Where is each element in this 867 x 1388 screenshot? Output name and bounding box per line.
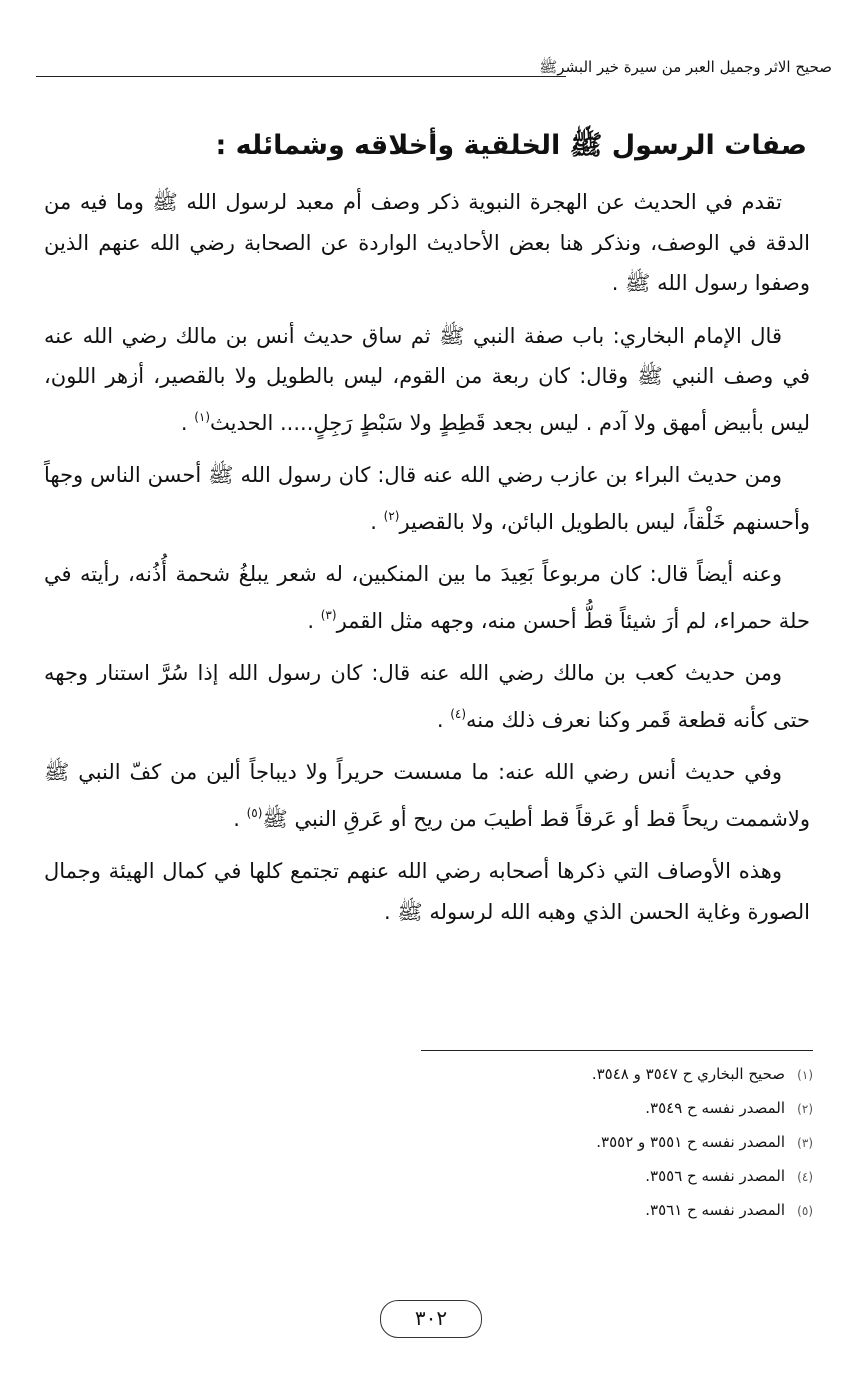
paragraph — [44, 752, 810, 839]
paragraph — [44, 851, 810, 932]
paragraph — [44, 182, 810, 304]
footnote-rule — [421, 1050, 813, 1051]
footnote — [393, 1160, 813, 1194]
footnote — [393, 1194, 813, 1228]
footnote-text: المصدر نفسه ح ٣٥٤٩. — [645, 1099, 785, 1117]
footnote-ref: (٢) — [383, 508, 400, 523]
section-title: صفات الرسول ﷺ الخلقية وأخلاقه وشمائله : — [215, 130, 807, 161]
footnote-ref: (١) — [194, 409, 211, 424]
paragraph — [44, 455, 810, 542]
footnote-text: المصدر نفسه ح ٣٥٦١. — [645, 1201, 785, 1219]
paragraph-text: تقدم في الحديث عن الهجرة النبوية ذكر وصف أم معبد لرسول الله ﷺ وما فيه من الدقة في الوصف، ونذكر هنا بعض الأحاديث الواردة عن الصحابة رضي الله عنهم الذين وصفوا رسول الله ﷺ . — [44, 190, 810, 295]
running-title: صحيح الاثر وجميل العبر من سيرة خير البشرﷺ — [539, 58, 832, 76]
running-header — [36, 58, 832, 84]
paragraph-text: ومن حديث البراء بن عازب رضي الله عنه قال: كان رسول الله ﷺ أحسن الناس وجهاً وأحسنهم خَلْقاً، ليس بالطويل البائن، ولا بالقصير — [44, 463, 810, 534]
paragraph-end: . — [370, 509, 384, 534]
footnote — [393, 1058, 813, 1092]
footnotes — [393, 1058, 813, 1228]
paragraph — [44, 554, 810, 641]
footnote-ref: (٤) — [450, 706, 467, 721]
paragraph — [44, 653, 810, 740]
footnote-ref: (٣) — [320, 607, 337, 622]
paragraph-text: ومن حديث كعب بن مالك رضي الله عنه قال: كان رسول الله إذا سُرَّ استنار وجهه حتى كأنه قطعة قَمر وكنا نعرف ذلك منه — [44, 661, 810, 732]
paragraph-end: . — [180, 410, 195, 435]
footnote-number: (١) — [797, 1068, 813, 1082]
paragraph — [44, 316, 810, 444]
paragraph-text: وفي حديث أنس رضي الله عنه: ما مسست حريراً ولا ديباجاً ألين من كفّ النبي ﷺ ولاشممت ريحاً قط أو عَرقاً قط أطيبَ من ريح أو عَرقِ النبي ﷺ — [44, 760, 810, 831]
header-rule — [36, 76, 566, 77]
paragraph-end: . — [436, 707, 451, 732]
paragraph-end: . — [307, 608, 321, 633]
body-text — [44, 182, 810, 944]
footnote-ref: (٥) — [246, 805, 263, 820]
footnote-text: المصدر نفسه ح ٣٥٥١ و ٣٥٥٢. — [596, 1133, 785, 1151]
page-number: ٣٠٢ — [380, 1300, 482, 1338]
footnote-number: (٢) — [797, 1102, 813, 1116]
paragraph-text: وهذه الأوصاف التي ذكرها أصحابه رضي الله عنهم تجتمع كلها في كمال الهيئة وجمال الصورة وغاية الحسن الذي وهبه الله لرسوله ﷺ . — [44, 859, 810, 924]
footnote-number: (٥) — [797, 1204, 813, 1218]
footnote-text: صحيح البخاري ح ٣٥٤٧ و ٣٥٤٨. — [591, 1065, 785, 1083]
footnote — [393, 1126, 813, 1160]
paragraph-end: . — [233, 806, 247, 831]
paragraph-text: وعنه أيضاً قال: كان مربوعاً بَعِيدَ ما بين المنكبين، له شعر يبلغُ شحمة أُذُنه، رأيته في حلة حمراء، لم أرَ شيئاً قطُّ أحسن منه، وجهه مثل القمر — [44, 562, 810, 633]
footnote — [393, 1092, 813, 1126]
footnote-number: (٤) — [797, 1170, 813, 1184]
footnote-number: (٣) — [797, 1136, 813, 1150]
paragraph-text: قال الإمام البخاري: باب صفة النبي ﷺ ثم ساق حديث أنس بن مالك رضي الله عنه في وصف النبي ﷺ وقال: كان ربعة من القوم، ليس بالطويل ولا بالقصير، أزهر اللون، ليس بأبيض أمهق ولا آدم . ليس بجعد قَطِطٍ ولا سَبْطٍ رَجِلٍ..... الحديث — [44, 323, 810, 435]
footnote-text: المصدر نفسه ح ٣٥٥٦. — [645, 1167, 785, 1185]
